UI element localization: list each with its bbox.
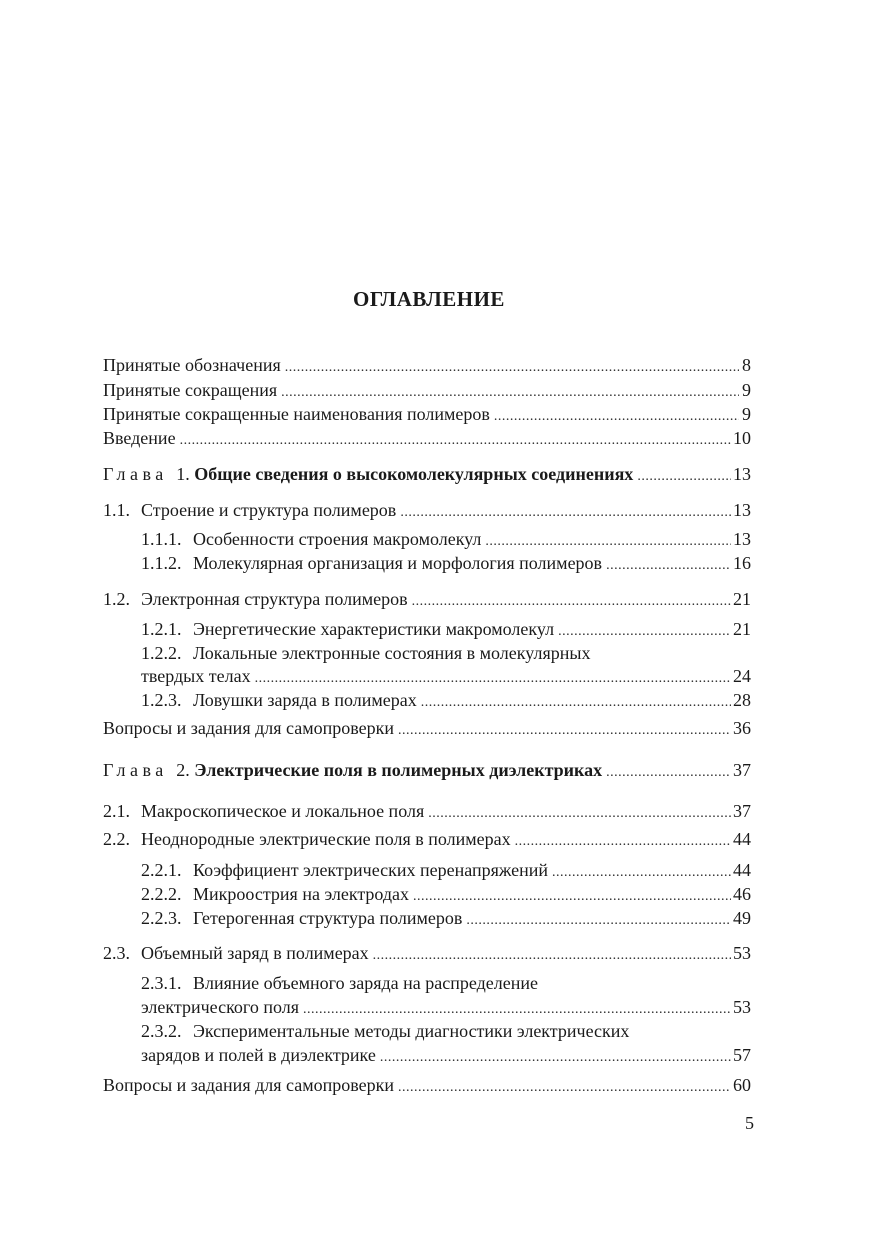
section-title: Коэффициент электрических перенапряжений [193,860,549,880]
page-ref: 44 [733,829,751,849]
page-ref: 37 [733,801,751,821]
dot-leader [303,1002,731,1018]
toc-entry[interactable] [103,428,751,452]
dot-leader [428,806,731,822]
section-number: 1.1.1. [141,529,182,549]
section-number: 2.3.2. [141,1021,182,1041]
section-number: 1.2.1. [141,619,182,639]
page-ref: 8 [742,355,751,375]
page-ref: 21 [733,619,751,639]
section-title: Экспериментальные методы диагностики электрических [193,1021,630,1041]
dot-leader [281,385,739,401]
page-ref: 49 [733,908,751,928]
entry-text: Принятые обозначения [103,355,281,375]
page-ref: 13 [733,464,751,484]
section-number: 2.2.3. [141,908,182,928]
section-title: Особенности строения макромолекул [193,529,482,549]
page-ref: 53 [733,943,751,963]
section-title-cont: электрического поля [141,997,300,1017]
dot-leader [485,534,731,550]
section-number: 1.2. [103,589,130,609]
page-ref: 36 [733,718,751,738]
page-ref: 28 [733,690,751,710]
dot-leader [606,558,731,574]
page-ref: 10 [733,428,751,448]
section-2-3-2-line1[interactable] [141,1021,751,1045]
section-2-2-1[interactable] [141,860,751,884]
page-ref: 46 [733,884,751,904]
page-ref: 57 [733,1045,751,1065]
page-ref: 9 [742,380,751,400]
chapter-title: Общие сведения о высокомолекулярных соединениях [194,464,634,484]
dot-leader [373,948,731,964]
dot-leader [552,865,731,881]
dot-leader [466,913,731,929]
chapter-number: 2. [176,760,190,780]
entry-text: Вопросы и задания для самопроверки [103,1075,394,1095]
section-number: 2.3.1. [141,973,182,993]
section-2-2-3[interactable] [141,908,751,932]
section-title: Молекулярная организация и морфология полимеров [193,553,603,573]
section-2-2-2[interactable] [141,884,751,908]
dot-leader [400,505,731,521]
entry-text: Введение [103,428,176,448]
page-ref: 60 [733,1075,751,1095]
page-ref: 37 [733,760,751,780]
section-2-1[interactable] [103,801,751,825]
section-1-2-2-line1[interactable] [141,643,751,667]
page-ref: 9 [742,404,751,424]
section-title: Влияние объемного заряда на распределение [193,973,539,993]
section-number: 2.2.1. [141,860,182,880]
section-title: Макроскопическое и локальное поля [141,801,425,821]
section-number: 2.1. [103,801,130,821]
toc-entry[interactable] [103,404,751,428]
section-2-3-2-line2[interactable] [141,1045,751,1069]
dot-leader [637,469,731,485]
chapter-2-heading[interactable] [103,760,751,784]
chapter-1-heading[interactable] [103,464,751,488]
entry-text: Вопросы и задания для самопроверки [103,718,394,738]
dot-leader [421,695,731,711]
section-number: 2.3. [103,943,130,963]
dot-leader [606,765,731,781]
dot-leader [255,671,731,687]
dot-leader [413,889,731,905]
page-ref: 21 [733,589,751,609]
page-ref: 16 [733,553,751,573]
page-ref: 44 [733,860,751,880]
section-title-cont: твердых телах [141,666,251,686]
page-ref: 53 [733,997,751,1017]
section-number: 1.1.2. [141,553,182,573]
section-title: Гетерогенная структура полимеров [193,908,463,928]
toc-entry[interactable] [103,380,751,404]
page-ref: 24 [733,666,751,686]
section-1-2-3[interactable] [141,690,751,714]
section-title: Ловушки заряда в полимерах [193,690,417,710]
chapter-number: 1. [176,464,190,484]
section-2-2[interactable] [103,829,751,853]
dot-leader [515,834,731,850]
chapter-label: Глава [103,464,168,484]
section-1-1-1[interactable] [141,529,751,553]
entry-text: Принятые сокращения [103,380,278,400]
toc-entry[interactable] [103,355,751,379]
page-ref: 13 [733,529,751,549]
page-number: 5 [745,1113,754,1133]
page-title: ОГЛАВЛЕНИЕ [353,287,505,311]
section-number: 1.1. [103,500,130,520]
chapter-label: Глава [103,760,168,780]
section-title: Энергетические характеристики макромолекул [193,619,555,639]
questions-2[interactable] [103,1075,751,1099]
dot-leader [180,433,731,449]
dot-leader [558,624,731,640]
dot-leader [494,409,739,425]
dot-leader [285,360,739,376]
section-number: 2.2.2. [141,884,182,904]
section-1-2-1[interactable] [141,619,751,643]
section-2-3-1-line1[interactable] [141,973,751,997]
entry-text: Принятые сокращенные наименования полимеров [103,404,490,424]
section-title: Локальные электронные состояния в молекулярных [193,643,591,663]
dot-leader [380,1050,731,1066]
dot-leader [412,594,731,610]
section-1-1-2[interactable] [141,553,751,577]
section-title: Электронная структура полимеров [141,589,408,609]
section-title: Строение и структура полимеров [141,500,397,520]
page-ref: 13 [733,500,751,520]
section-number: 1.2.3. [141,690,182,710]
section-title-cont: зарядов и полей в диэлектрике [141,1045,376,1065]
chapter-title: Электрические поля в полимерных диэлектриках [194,760,603,780]
section-1-2[interactable] [103,589,751,613]
section-1-1[interactable] [103,500,751,524]
section-number: 1.2.2. [141,643,182,663]
dot-leader [398,723,731,739]
section-2-3-1-line2[interactable] [141,997,751,1021]
questions-1[interactable] [103,718,751,742]
section-title: Неоднородные электрические поля в полимерах [141,829,511,849]
section-title: Микроострия на электродах [193,884,410,904]
section-1-2-2-line2[interactable] [141,666,751,690]
section-2-3[interactable] [103,943,751,967]
section-number: 2.2. [103,829,130,849]
dot-leader [398,1080,731,1096]
section-title: Объемный заряд в полимерах [141,943,369,963]
